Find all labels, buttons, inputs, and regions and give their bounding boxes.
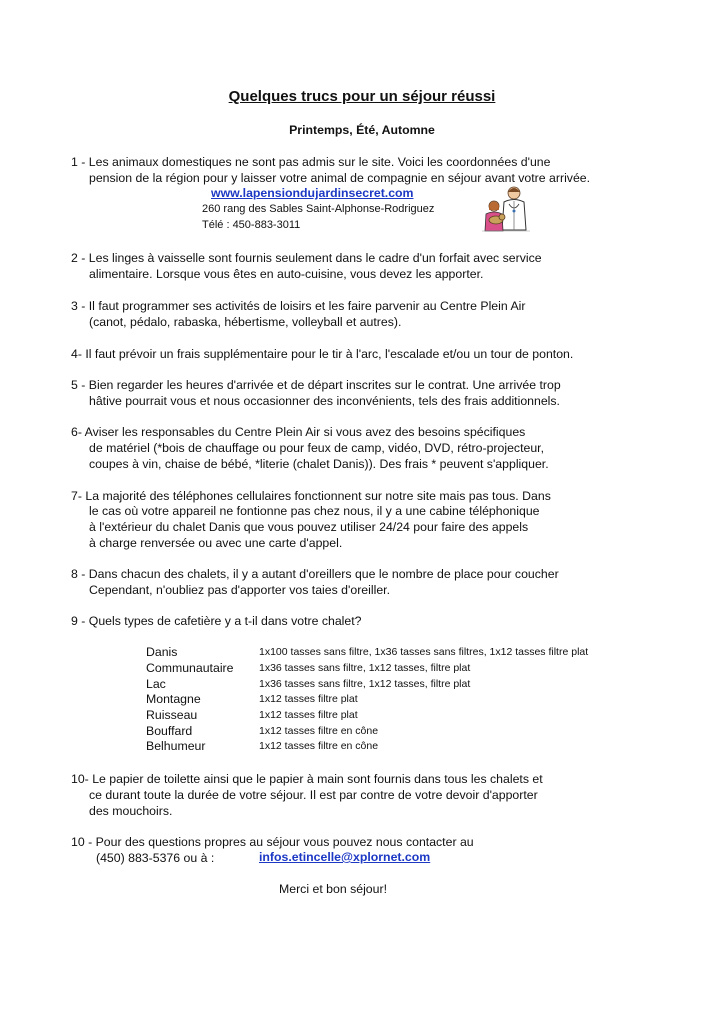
chalet-name: Belhumeur xyxy=(146,739,206,753)
chalet-coffee-value: 1x36 tasses sans filtre, 1x12 tasses, filtre plat xyxy=(259,662,471,674)
item10b-line1: 10 - Pour des questions propres au séjour vous pouvez nous contacter au xyxy=(71,835,474,849)
contact-email-link[interactable]: infos.etincelle@xplornet.com xyxy=(259,850,431,864)
item5-line2: hâtive pourrait vous et nous occasionner des inconvénients, tels des frais additionnels. xyxy=(89,394,560,408)
item9-line1: 9 - Quels types de cafetière y a t-il dans votre chalet? xyxy=(71,614,362,628)
pension-phone: Télé : 450-883-3011 xyxy=(202,219,301,231)
item8-line2: Cependant, n'oubliez pas d'apporter vos taies d'oreiller. xyxy=(89,583,390,597)
chalet-coffee-value: 1x12 tasses filtre plat xyxy=(259,709,358,721)
chalet-name: Montagne xyxy=(146,692,201,706)
page-title: Quelques trucs pour un séjour réussi xyxy=(228,88,496,105)
item4-line1: 4- Il faut prévoir un frais supplémentaire pour le tir à l'arc, l'escalade et/ou un tour de ponton. xyxy=(71,347,574,361)
chalet-coffee-value: 1x12 tasses filtre en cône xyxy=(259,725,379,737)
veterinarian-clipart-icon xyxy=(480,184,532,234)
item6-line2: de matériel (*bois de chauffage ou pour feux de camp, vidéo, DVD, rétro-projecteur, xyxy=(89,441,545,455)
item10a-line3: des mouchoirs. xyxy=(89,804,173,818)
chalet-coffee-value: 1x36 tasses sans filtre, 1x12 tasses, filtre plat xyxy=(259,678,471,690)
item2-line2: alimentaire. Lorsque vous êtes en auto-cuisine, vous devez les apporter. xyxy=(89,267,484,281)
item1-line1: 1 - Les animaux domestiques ne sont pas admis sur le site. Voici les coordonnées d'une xyxy=(71,155,551,169)
item6-line3: coupes à vin, chaise de bébé, *literie (chalet Danis)). Des frais * peuvent s'appliquer. xyxy=(89,457,549,471)
item7-line2: le cas où votre appareil ne fontionne pas chez nous, il y a une cabine téléphonique xyxy=(89,504,540,518)
page-subtitle: Printemps, Été, Automne xyxy=(289,123,435,137)
chalet-coffee-value: 1x12 tasses filtre plat xyxy=(259,693,358,705)
chalet-name: Ruisseau xyxy=(146,708,198,722)
item8-line1: 8 - Dans chacun des chalets, il y a autant d'oreillers que le nombre de place pour coucher xyxy=(71,567,559,581)
chalet-name: Communautaire xyxy=(146,661,234,675)
item5-line1: 5 - Bien regarder les heures d'arrivée et de départ inscrites sur le contrat. Une arrivée trop xyxy=(71,378,561,392)
item3-line2: (canot, pédalo, rabaska, hébertisme, volleyball et autres). xyxy=(89,315,402,329)
item1-line2: pension de la région pour y laisser votre animal de compagnie en séjour avant votre arrivée. xyxy=(89,171,591,185)
chalet-name: Bouffard xyxy=(146,724,193,738)
item2-line1: 2 - Les linges à vaisselle sont fournis seulement dans le cadre d'un forfait avec service xyxy=(71,251,542,265)
closing-text: Merci et bon séjour! xyxy=(279,882,387,896)
item6-line1: 6- Aviser les responsables du Centre Plein Air si vous avez des besoins spécifiques xyxy=(71,425,526,439)
item10a-line1: 10- Le papier de toilette ainsi que le papier à main sont fournis dans tous les chalets et xyxy=(71,772,543,786)
item3-line1: 3 - Il faut programmer ses activités de loisirs et les faire parvenir au Centre Plein Air xyxy=(71,299,526,313)
pension-website-link[interactable]: www.lapensiondujardinsecret.com xyxy=(211,186,414,200)
chalet-coffee-value: 1x100 tasses sans filtre, 1x36 tasses sans filtres, 1x12 tasses filtre plat xyxy=(259,646,589,658)
item7-line4: à charge renversée ou avec une carte d'appel. xyxy=(89,536,343,550)
pension-address: 260 rang des Sables Saint-Alphonse-Rodriguez xyxy=(202,203,435,215)
chalet-coffee-value: 1x12 tasses filtre en cône xyxy=(259,740,379,752)
item7-line1: 7- La majorité des téléphones cellulaires fonctionnent sur notre site mais pas tous. Dans xyxy=(71,489,551,503)
chalet-name: Danis xyxy=(146,645,178,659)
contact-phone: (450) 883-5376 ou à : xyxy=(96,851,215,865)
chalet-name: Lac xyxy=(146,677,166,691)
item10a-line2: ce durant toute la durée de votre séjour. Il est par contre de votre devoir d'apporter xyxy=(89,788,538,802)
item7-line3: à l'extérieur du chalet Danis que vous pouvez utiliser 24/24 pour faire des appels xyxy=(89,520,529,534)
